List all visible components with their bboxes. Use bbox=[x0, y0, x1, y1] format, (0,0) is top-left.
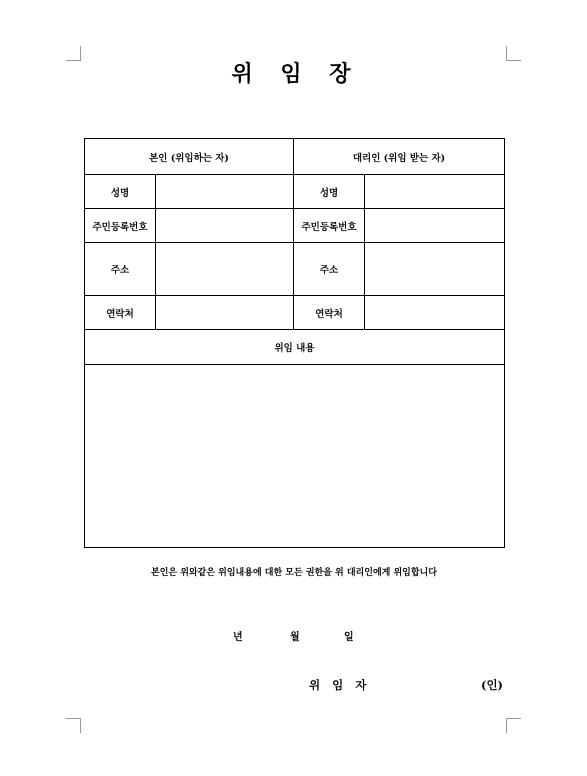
delegation-header: 위임 내용 bbox=[85, 330, 505, 365]
agent-resident-number-field[interactable] bbox=[365, 209, 505, 243]
date-day-label: 일 bbox=[344, 632, 354, 643]
principal-name-field[interactable] bbox=[156, 175, 294, 209]
seal-label: (인) bbox=[481, 678, 503, 692]
table-row-delegation-content bbox=[85, 365, 505, 548]
crop-mark-bottom-right bbox=[506, 718, 521, 733]
delegation-content-field[interactable] bbox=[85, 365, 505, 548]
table-row-resident-number bbox=[85, 209, 505, 243]
principal-address-label: 주소 bbox=[85, 243, 156, 296]
agent-name-field[interactable] bbox=[365, 175, 505, 209]
agent-contact-label: 연락처 bbox=[294, 296, 365, 330]
principal-resident-number-label: 주민등록번호 bbox=[85, 209, 156, 243]
agent-contact-field[interactable] bbox=[365, 296, 505, 330]
delegation-declaration: 본인은 위와같은 위임내용에 대한 모든 권한을 위 대리인에게 위임합니다 bbox=[151, 568, 437, 578]
table-row-delegation-header bbox=[85, 330, 505, 365]
principal-resident-number-field[interactable] bbox=[156, 209, 294, 243]
table-row-name bbox=[85, 175, 505, 209]
principal-address-field[interactable] bbox=[156, 243, 294, 296]
principal-contact-field[interactable] bbox=[156, 296, 294, 330]
principal-name-label: 성명 bbox=[85, 175, 156, 209]
date-month-label: 월 bbox=[290, 632, 300, 643]
principal-contact-label: 연락처 bbox=[85, 296, 156, 330]
agent-address-field[interactable] bbox=[365, 243, 505, 296]
date-year-label: 년 bbox=[233, 632, 243, 643]
principal-header: 본인 (위임하는 자) bbox=[85, 139, 294, 175]
table-header-row bbox=[85, 139, 505, 175]
power-of-attorney-table bbox=[84, 138, 505, 548]
table-row-address bbox=[85, 243, 505, 296]
table-row-contact bbox=[85, 296, 505, 330]
crop-mark-bottom-left bbox=[66, 718, 81, 733]
agent-name-label: 성명 bbox=[294, 175, 365, 209]
agent-header: 대리인 (위임 받는 자) bbox=[294, 139, 505, 175]
signer-label: 위 임 자 bbox=[309, 678, 371, 692]
agent-resident-number-label: 주민등록번호 bbox=[294, 209, 365, 243]
agent-address-label: 주소 bbox=[294, 243, 365, 296]
document-title: 위 임 장 bbox=[231, 61, 361, 87]
